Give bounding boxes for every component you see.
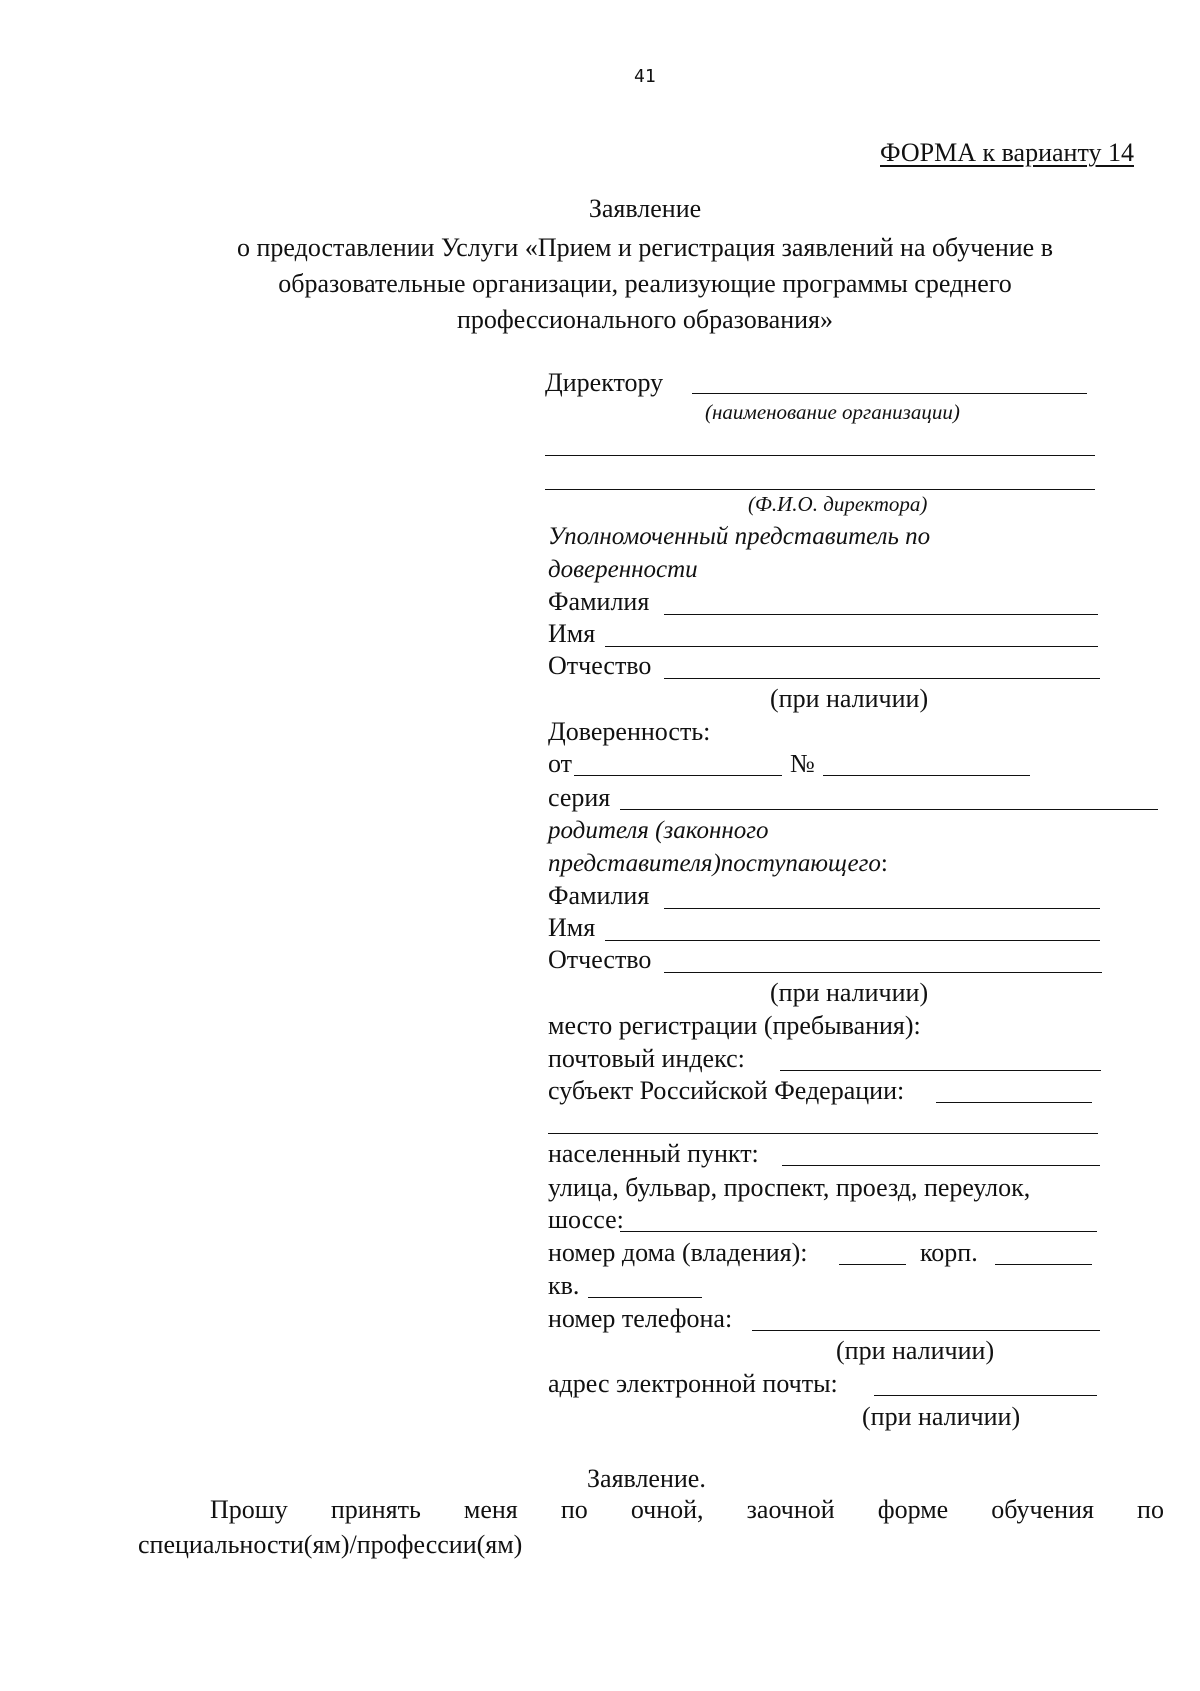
rep-name-label: Имя [548, 619, 596, 648]
director-label: Директору [545, 368, 664, 397]
poa-date-field[interactable] [574, 775, 782, 776]
request-word: обучения [991, 1495, 1094, 1524]
house-label: номер дома (владения): [548, 1238, 808, 1267]
rep-patronymic-label: Отчество [548, 651, 652, 680]
locality-label: населенный пункт: [548, 1139, 759, 1168]
director-line-3[interactable] [545, 489, 1095, 490]
street-field[interactable] [620, 1231, 1097, 1232]
rep-surname-field[interactable] [664, 614, 1098, 615]
request-word: принять [330, 1495, 421, 1524]
title-line-3: образовательные организации, реализующие программы среднего [278, 269, 1012, 298]
request-word: заочной [746, 1495, 835, 1524]
building-field[interactable] [995, 1264, 1092, 1265]
poa-label: Доверенность: [548, 717, 711, 746]
request-word: Прошу [210, 1495, 288, 1524]
postal-index-label: почтовый индекс: [548, 1044, 745, 1073]
request-line-2: специальности(ям)/профессии(ям) [138, 1530, 523, 1559]
street-label-line-1: улица, бульвар, проспект, проезд, переулок, [548, 1173, 1031, 1202]
phone-label: номер телефона: [548, 1304, 733, 1333]
building-label: корп. [920, 1238, 978, 1267]
title-line-4: профессионального образования» [456, 305, 834, 334]
postal-index-field[interactable] [780, 1070, 1101, 1071]
org-name-hint: (наименование организации) [705, 400, 960, 424]
poa-from-label: от [548, 749, 573, 778]
parent-heading-line-1: родителя (законного [548, 817, 769, 844]
email-if-any: (при наличии) [862, 1402, 1021, 1431]
subject-label: субъект Российской Федерации: [548, 1076, 905, 1105]
parent-surname-label: Фамилия [548, 881, 650, 910]
representative-heading-line-2: доверенности [548, 556, 698, 583]
parent-heading-colon: : [880, 850, 888, 877]
request-word: меня [463, 1495, 518, 1524]
subject-field-line-2[interactable] [548, 1133, 1098, 1134]
request-word: по [560, 1495, 588, 1524]
page-number: 41 [634, 66, 656, 87]
parent-surname-field[interactable] [664, 908, 1100, 909]
email-label: адрес электронной почты: [548, 1369, 838, 1398]
request-word: по [1137, 1495, 1164, 1524]
poa-number-field[interactable] [823, 775, 1030, 776]
parent-heading-text: представителя)поступающего [548, 850, 881, 877]
locality-field[interactable] [782, 1165, 1100, 1166]
request-line-1 [210, 1497, 1164, 1523]
subject-field[interactable] [936, 1102, 1092, 1103]
parent-patronymic-label: Отчество [548, 945, 652, 974]
apartment-label: кв. [548, 1271, 580, 1300]
parent-patronymic-if-any: (при наличии) [770, 978, 929, 1007]
parent-name-field[interactable] [605, 940, 1100, 941]
director-org-line[interactable] [692, 393, 1087, 394]
street-label-line-2: шоссе: [548, 1205, 624, 1234]
director-fio-hint: (Ф.И.О. директора) [748, 492, 928, 516]
phone-field[interactable] [752, 1330, 1100, 1331]
rep-surname-label: Фамилия [548, 587, 650, 616]
request-word: форме [877, 1495, 949, 1524]
form-reference: ФОРМА к варианту 14 [880, 138, 1134, 167]
parent-heading-line-2 [548, 851, 888, 876]
director-line-2[interactable] [545, 455, 1095, 456]
representative-heading-line-1: Уполномоченный представитель по [548, 523, 931, 550]
request-word: очной, [630, 1495, 704, 1524]
parent-name-label: Имя [548, 913, 596, 942]
poa-series-field[interactable] [620, 809, 1158, 810]
poa-series-label: серия [548, 783, 611, 812]
rep-name-field[interactable] [605, 646, 1098, 647]
email-field[interactable] [874, 1395, 1097, 1396]
apartment-field[interactable] [588, 1297, 702, 1298]
house-field[interactable] [839, 1264, 906, 1265]
poa-number-label: № [790, 749, 815, 778]
phone-if-any: (при наличии) [836, 1336, 995, 1365]
statement-heading: Заявление. [587, 1464, 706, 1493]
parent-patronymic-field[interactable] [664, 972, 1102, 973]
address-heading: место регистрации (пребывания): [548, 1011, 921, 1040]
title-line-2: о предоставлении Услуги «Прием и регистрация заявлений на обучение в [237, 233, 1053, 262]
title-line-1: Заявление [588, 194, 702, 223]
rep-patronymic-if-any: (при наличии) [770, 684, 929, 713]
rep-patronymic-field[interactable] [664, 678, 1100, 679]
